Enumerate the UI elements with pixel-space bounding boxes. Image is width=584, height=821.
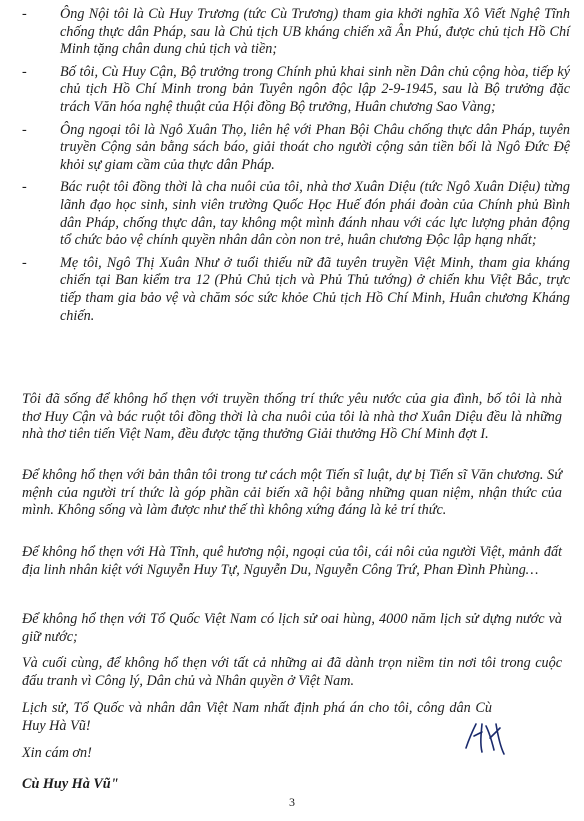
bullet-text: Bố tôi, Cù Huy Cận, Bộ trưởng trong Chính phủ khai sinh nền Dân chủ cộng hòa, tiếp ký chủ tịch Hồ Chí Minh trong bản Tuyên ngôn độc lập 2-9-1945, sau là Bộ trưởng đặc trách Văn hóa nghệ thuật của Hội đồng Bộ trưởng, Huân chương Sao Vàng;	[60, 63, 570, 115]
bullet-dash: -	[22, 121, 27, 138]
bullet-dash: -	[22, 63, 27, 80]
author-signature: Cù Huy Hà Vũ"	[22, 776, 119, 792]
bullet-dash: -	[22, 6, 27, 22]
bullet-text: Bác ruột tôi đồng thời là cha nuôi của tôi, nhà thơ Xuân Diệu (tức Ngô Xuân Diệu) từng lãnh đạo học sinh, sinh viên trường Quốc Học Huế đón phái đoàn của Chính phủ Bình dân Pháp, chống thực dân, tay không một mình đánh nhau với các lực lượng phản động tổ chức bảo vệ chính quyền nhân dân còn non trẻ, huân chương Độc lập hạng nhất;	[60, 179, 570, 249]
bullet-item	[22, 64, 570, 117]
bullet-dash: -	[22, 179, 27, 196]
bullet-text: Ông Nội tôi là Cù Huy Trương (tức Cù Trương) tham gia khởi nghĩa Xô Viết Nghệ Tĩnh chống thực dân Pháp, sau là Chủ tịch UB kháng chiến xã Ân Phú, được chủ tịch Hồ Chí Minh tặng chân dung chủ tịch và tiền;	[60, 6, 570, 58]
paragraph: Để không hổ thẹn với Tổ Quốc Việt Nam có lịch sử oai hùng, 4000 năm lịch sử dựng nước và giữ nước;	[22, 611, 562, 645]
page-number: 3	[289, 795, 295, 809]
paragraph: Và cuối cùng, để không hổ thẹn với tất cả những ai đã dành trọn niềm tin nơi tôi trong cuộc đấu tranh vì Công lý, Dân chủ và Nhân quyền ở Việt Nam.	[22, 655, 562, 689]
bullet-item	[22, 6, 570, 59]
bullet-item	[22, 255, 570, 325]
closing-thanks: Xin cám ơn!	[22, 745, 92, 761]
bullet-text: Mẹ tôi, Ngô Thị Xuân Như ở tuổi thiếu nữ đã tuyên truyền Việt Minh, tham gia kháng chiến tại Ban kiểm tra 12 (Phủ Chủ tịch và Phủ Thủ tướng) ở chiến khu Việt Bắc, trực tiếp tham gia bảo vệ và chăm sóc sức khỏe Chủ tịch Hồ Chí Minh, Huân chương Kháng chiến.	[60, 254, 570, 324]
paragraph: Để không hổ thẹn với Hà Tĩnh, quê hương nội, ngoại của tôi, cái nôi của người Việt, mảnh đất địa linh nhân kiệt với Nguyễn Huy Tự, Nguyễn Du, Nguyễn Công Trứ, Phan Đình Phùng…	[22, 544, 562, 578]
ancestry-bullet-list	[22, 6, 570, 330]
bullet-dash: -	[22, 254, 27, 271]
bullet-item	[22, 122, 570, 175]
paragraph: Tôi đã sống để không hổ thẹn với truyền thống trí thức yêu nước của gia đình, bố tôi là nhà thơ Huy Cận và bác ruột tôi đồng thời là cha nuôi của tôi là nhà thơ Xuân Diệu đều là những nhà thơ tiên tiến Việt Nam, đều được tặng thưởng Giải thưởng Hồ Chí Minh đợt I.	[22, 391, 562, 443]
bullet-text: Ông ngoại tôi là Ngô Xuân Thọ, liên hệ với Phan Bội Châu chống thực dân Pháp, tuyên truyền Cộng sản bằng sách báo, giải thoát cho người cộng sản tiền bối là Ngô Đức Đệ khỏi sự giam cầm của thực dân Pháp.	[60, 121, 570, 173]
signature-mark	[460, 718, 510, 758]
bullet-item	[22, 179, 570, 249]
paragraph: Lịch sử, Tổ Quốc và nhân dân Việt Nam nhất định phá án cho tôi, công dân Cù Huy Hà Vũ!	[22, 700, 492, 734]
paragraph: Để không hổ thẹn với bản thân tôi trong tư cách một Tiến sĩ luật, dự bị Tiến sĩ Văn chương. Sứ mệnh của người trí thức là góp phần cải biến xã hội bằng những quan niệm, nhận thức của mình. Không sống và làm được như thế thì không xứng đáng là kẻ trí thức.	[22, 467, 562, 519]
